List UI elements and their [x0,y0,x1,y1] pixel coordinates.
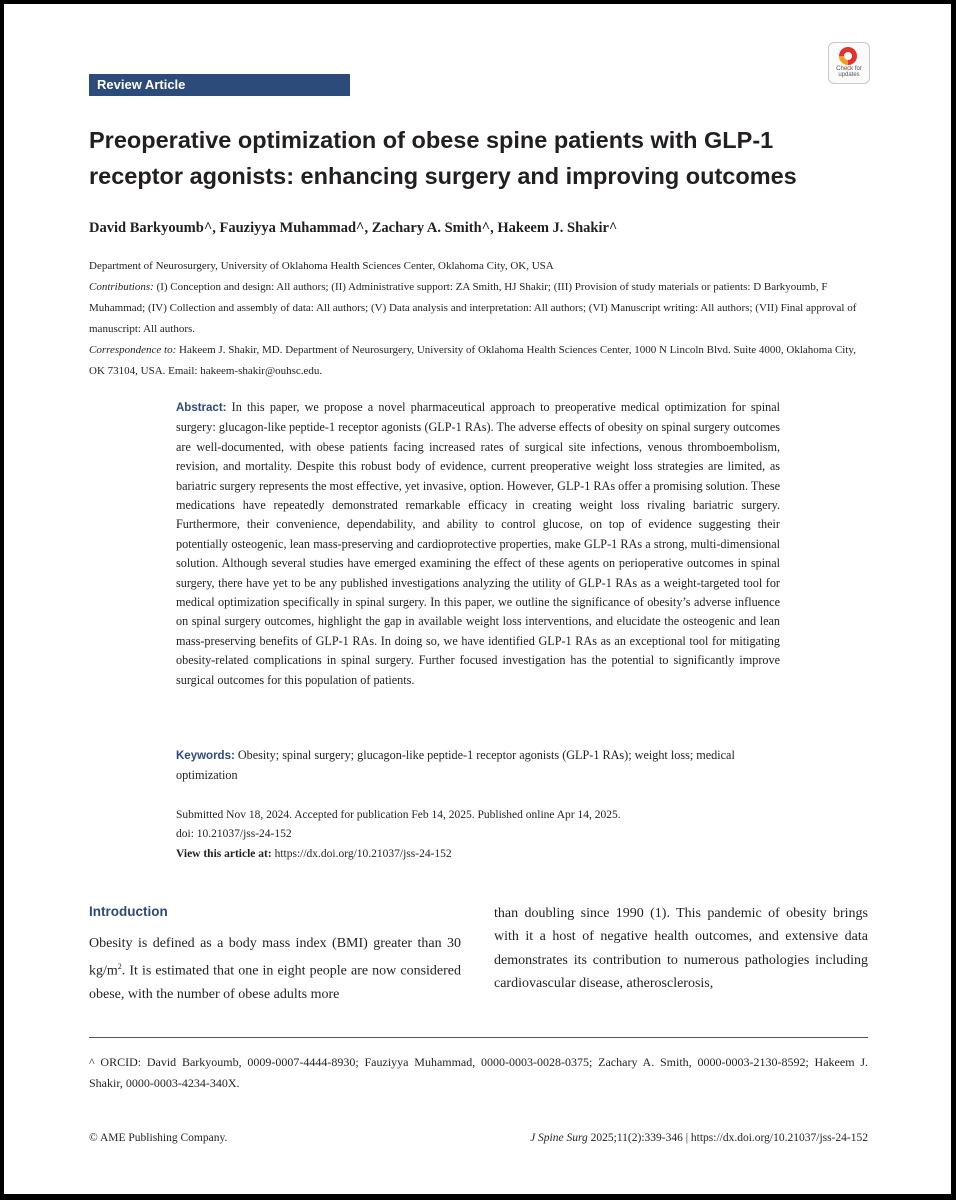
article-type-banner: Review Article [89,74,350,96]
intro-text-b: . It is estimated that one in eight people are now considered obese, with the number of obese adults more [89,963,461,1003]
journal-citation [530,1130,868,1146]
introduction-column-2: than doubling since 1990 (1). This pandemic of obesity brings with it a host of negative health outcomes, and extensive data demonstrates its contribution to numerous pathologies including cardiovascular disease, atherosclerosis, [494,906,868,991]
doi: doi: 10.21037/jss-24-152 [176,828,292,841]
journal-name: J Spine Surg [530,1132,588,1144]
affiliation: Department of Neurosurgery, University of Oklahoma Health Sciences Center, Oklahoma City, OK, USA [89,260,554,272]
submission-dates: Submitted Nov 18, 2024. Accepted for publication Feb 14, 2025. Published online Apr 14, 2025. [176,809,621,821]
keywords [176,746,780,786]
check-for-updates-badge[interactable] [828,42,870,84]
frame-edge-bottom [0,1194,956,1200]
author-info [89,256,869,382]
copyright: © AME Publishing Company. [89,1132,228,1144]
contributions-label: Contributions: [89,281,154,293]
keywords-label: Keywords: [176,750,235,762]
abstract-label: Abstract: [176,402,227,414]
abstract [176,398,780,690]
frame-edge-right [951,0,956,1200]
introduction-column-1 [89,932,461,1007]
introduction-heading: Introduction [89,904,168,919]
view-article-label: View this article at: [176,847,272,860]
article-link[interactable]: https://dx.doi.org/10.21037/jss-24-152 [271,847,452,860]
abstract-text: In this paper, we propose a novel pharmaceutical approach to preoperative medical optimization for spinal surgery: glucagon-like peptide-1 receptor agonists (GLP-1 RAs). The adverse effects of obesity on spinal surgery outcomes are well-documented, with obese patients facing increased rates of surgical site infections, venous thromboembolism, revision, and mortality. Despite this robust body of evidence, current preoperative weight loss strategies are limited, as bariatric surgery represents the most effective, yet invasive, option. However, GLP-1 RAs offer a promising solution. These medications have repeatedly demonstrated remarkable efficacy in creating weight loss rivaling bariatric surgery. Furthermore, their convenience, dependability, and ability to control glucose, on top of evidence suggesting their potentially osteogenic, lean mass-preserving and cardioprotective properties, make GLP-1 RAs a strong, multi-dimensional solution. Although several studies have emerged examining the effect of these agents on perioperative outcomes in spinal surgery, there have yet to be any published investigations analyzing the utility of GLP-1 RAs as a weight-targeted tool for medical optimization specifically in spinal surgery. In this paper, we outline the significance of obesity’s adverse influence on spinal surgery outcomes, highlight the gap in available weight loss interventions, and elucidate the osteogenic and lean mass-preserving benefits of GLP-1 RAs. In doing so, we have identified GLP-1 RAs as an exceptional tool for mitigating obesity-related complications in spinal surgery. Further focused investigation has the potential to significantly improve surgical outcomes for this population of patients. [176,400,780,687]
author-list: David Barkyoumb^, Fauziyya Muhammad^, Zachary A. Smith^, Hakeem J. Shakir^ [89,220,618,236]
correspondence [89,340,869,382]
article-title: Preoperative optimization of obese spine patients with GLP-1 receptor agonists: enhancing surgery and improving outcomes [89,127,797,189]
correspondence-text: Hakeem J. Shakir, MD. Department of Neurosurgery, University of Oklahoma Health Sciences Center, 1000 N Lincoln Blvd. Suite 4000, Oklahoma City, OK 73104, USA. Email: hakeem-shakir@ouhsc.edu. [89,344,856,377]
contributions [89,277,869,340]
view-article [176,845,796,864]
submission-info [176,806,796,864]
keywords-text: Obesity; spinal surgery; glucagon-like peptide-1 receptor agonists (GLP-1 RAs); weight loss; medical optimization [176,748,735,783]
frame-edge-left [0,0,4,1200]
orcid-footnote: ^ ORCID: David Barkyoumb, 0009-0007-4444-8930; Fauziyya Muhammad, 0000-0003-0028-0375; Zachary A. Smith, 0000-0003-2130-8592; Hakeem J. Shakir, 0000-0003-4234-340X. [89,1055,868,1090]
citation-text: 2025;11(2):339-346 | https://dx.doi.org/10.21037/jss-24-152 [587,1132,868,1144]
footnote-divider [89,1037,868,1038]
intro-text-a: Obesity is defined as a body mass index (BMI) greater than 30 kg/m [89,936,461,979]
contributions-text: (I) Conception and design: All authors; (II) Administrative support: ZA Smith, HJ Shakir; (III) Provision of study materials or patients: D Barkyoumb, F Muhammad; (IV) Collection and assembly of data: All authors; (V) Data analysis and interpretation: All authors; (VI) Manuscript writing: All authors; (VII) Final approval of manuscript: All authors. [89,281,857,335]
correspondence-label: Correspondence to: [89,344,177,356]
badge-label-line1: Check for [836,66,862,72]
crossmark-icon [839,47,857,65]
frame-edge-top [0,0,956,4]
badge-label-line2: updates [838,72,860,78]
superscript: 2 [117,962,122,972]
